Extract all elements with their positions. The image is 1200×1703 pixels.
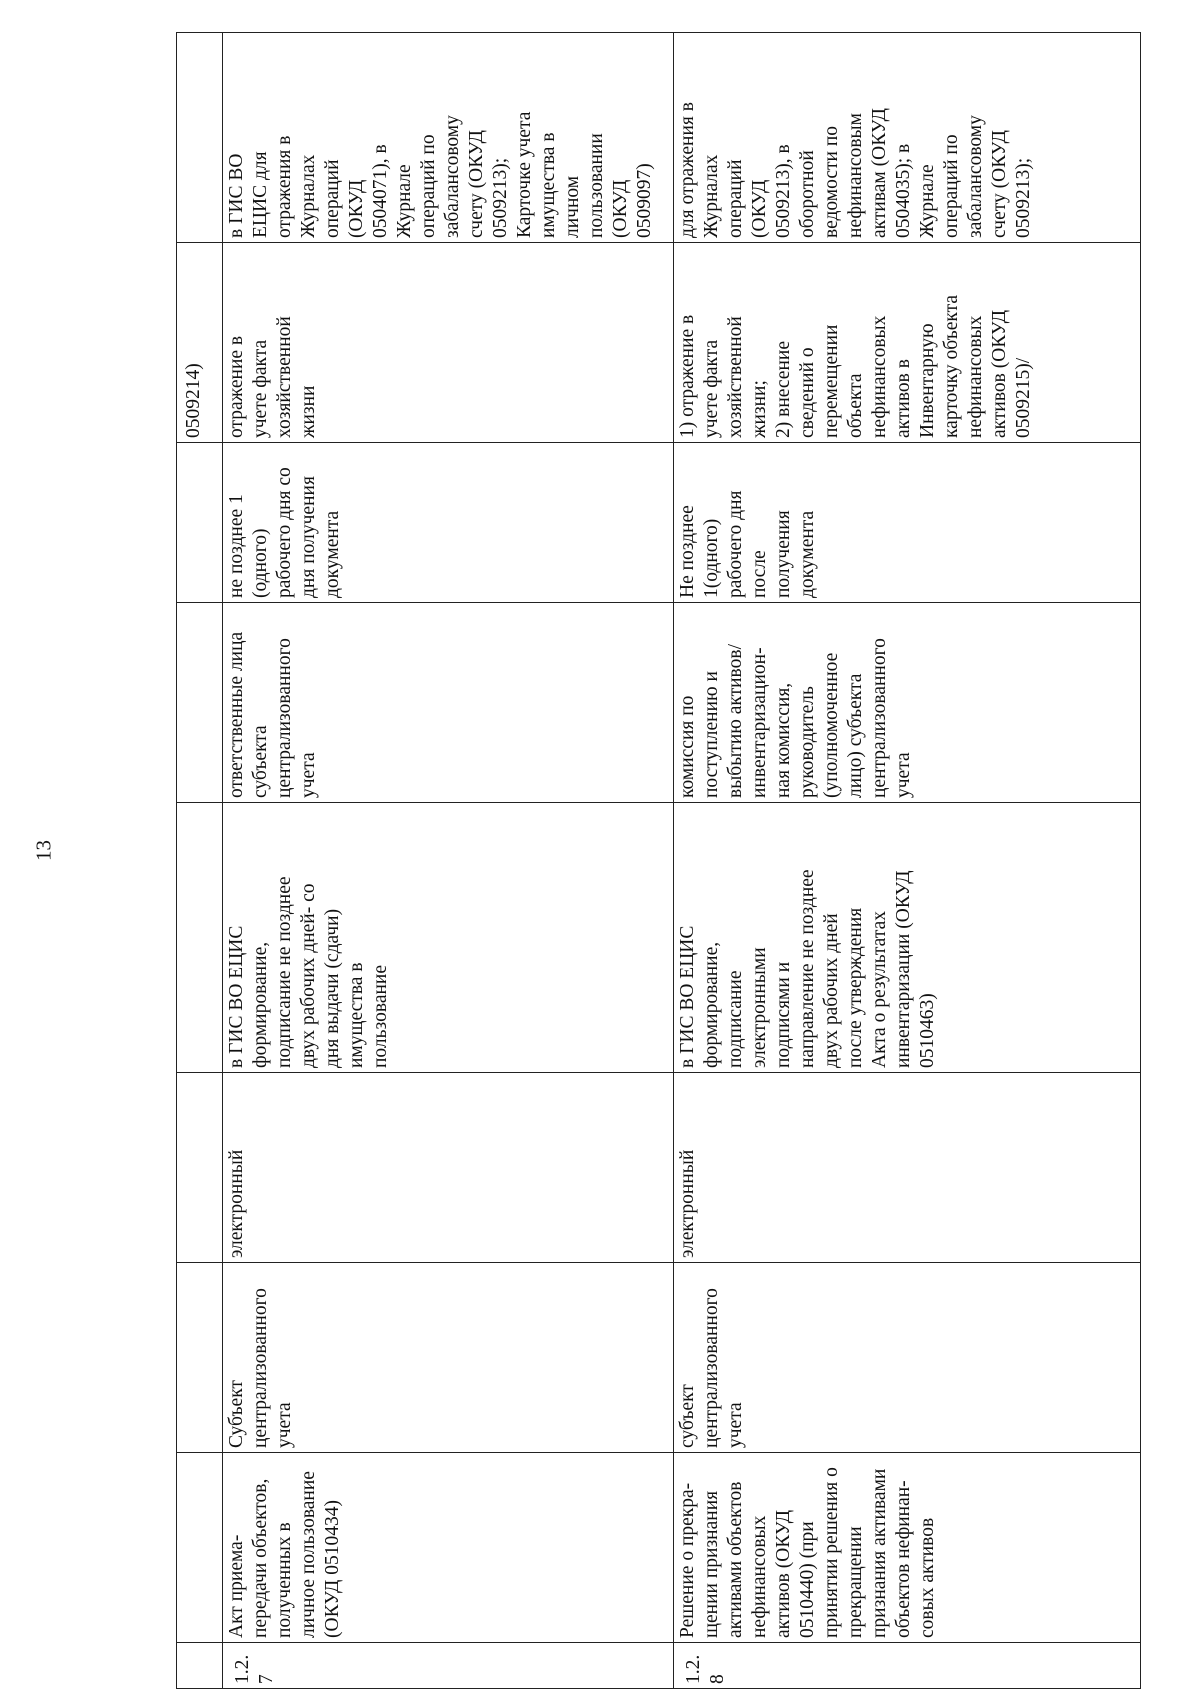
continuation-cell	[177, 803, 223, 1073]
form-cell: электронный	[674, 1073, 1141, 1263]
document-name-cell: Акт приема- передачи объектов, полученных в личное пользование (ОКУД 0510434)	[223, 1453, 674, 1643]
deadline-cell: не позднее 1 (одного) рабочего дня со дня получения документа	[223, 443, 674, 603]
responsible-cell: субъект централизованного учета	[674, 1263, 1141, 1453]
continuation-cell: 0509214)	[177, 243, 223, 443]
deadline-cell: Не позднее 1(одного) рабочего дня после получения документа	[674, 443, 1141, 603]
continuation-row	[177, 33, 223, 1689]
procedure-cell: в ГИС ВО ЕЦИС формирование, подписание электронными подписями и направление не позднее двух рабочих дней после утверждения Акта о результатах инвентаризации (ОКУД 0510463)	[674, 803, 1141, 1073]
form-cell: электронный	[223, 1073, 674, 1263]
responsible-cell: Субъект централизованного учета	[223, 1263, 674, 1453]
page-number: 13	[31, 840, 56, 861]
table-row	[674, 33, 1141, 1689]
table-row	[223, 33, 674, 1689]
registers-cell: в ГИС ВО ЕЦИС для отражения в Журналах операций (ОКУД 0504071), в Журнале операций по забалансовому счету (ОКУД 0509213); Карточке учета имущества в личном пользовании (ОКУД 0509097)	[223, 33, 674, 243]
continuation-cell	[177, 1073, 223, 1263]
action-cell: 1) отражение в учете факта хозяйственной жизни; 2) внесение сведений о перемещении объекта нефинансовых активов в Инвентарную карточку объекта нефинансовых активов (ОКУД 0509215)/	[674, 243, 1141, 443]
continuation-cell	[177, 603, 223, 803]
rotated-table-wrapper	[176, 33, 1114, 1689]
submitter-cell: ответственные лица субъекта централизованного учета	[223, 603, 674, 803]
continuation-cell	[177, 1263, 223, 1453]
procedure-cell: в ГИС ВО ЕЦИС формирование, подписание не позднее двух рабочих дней- со дня выдачи (сдачи) имущества в пользование	[223, 803, 674, 1073]
row-number: 1.2.7	[223, 1643, 674, 1689]
submitter-cell: комиссия по поступлению и выбытию активов/ инвентаризацион- ная комиссия, руководитель (уполномоченное лицо) субъекта централизованного учета	[674, 603, 1141, 803]
continuation-cell	[177, 443, 223, 603]
document-name-cell: Решение о прекра- щении признания активами объектов нефинансовых активов (ОКУД 0510440) (при принятии решения о прекращении признания активами объектов нефинан- совых активов	[674, 1453, 1141, 1643]
document-table	[176, 32, 1141, 1689]
continuation-cell	[177, 1643, 223, 1689]
action-cell: отражение в учете факта хозяйственной жизни	[223, 243, 674, 443]
row-number: 1.2.8	[674, 1643, 1141, 1689]
continuation-cell	[177, 1453, 223, 1643]
registers-cell: для отражения в Журналах операций (ОКУД 0509213), в оборотной ведомости по нефинансовым активам (ОКУД 0504035); в Журнале операций по забалансовому счету (ОКУД 0509213);	[674, 33, 1141, 243]
continuation-cell	[177, 33, 223, 243]
